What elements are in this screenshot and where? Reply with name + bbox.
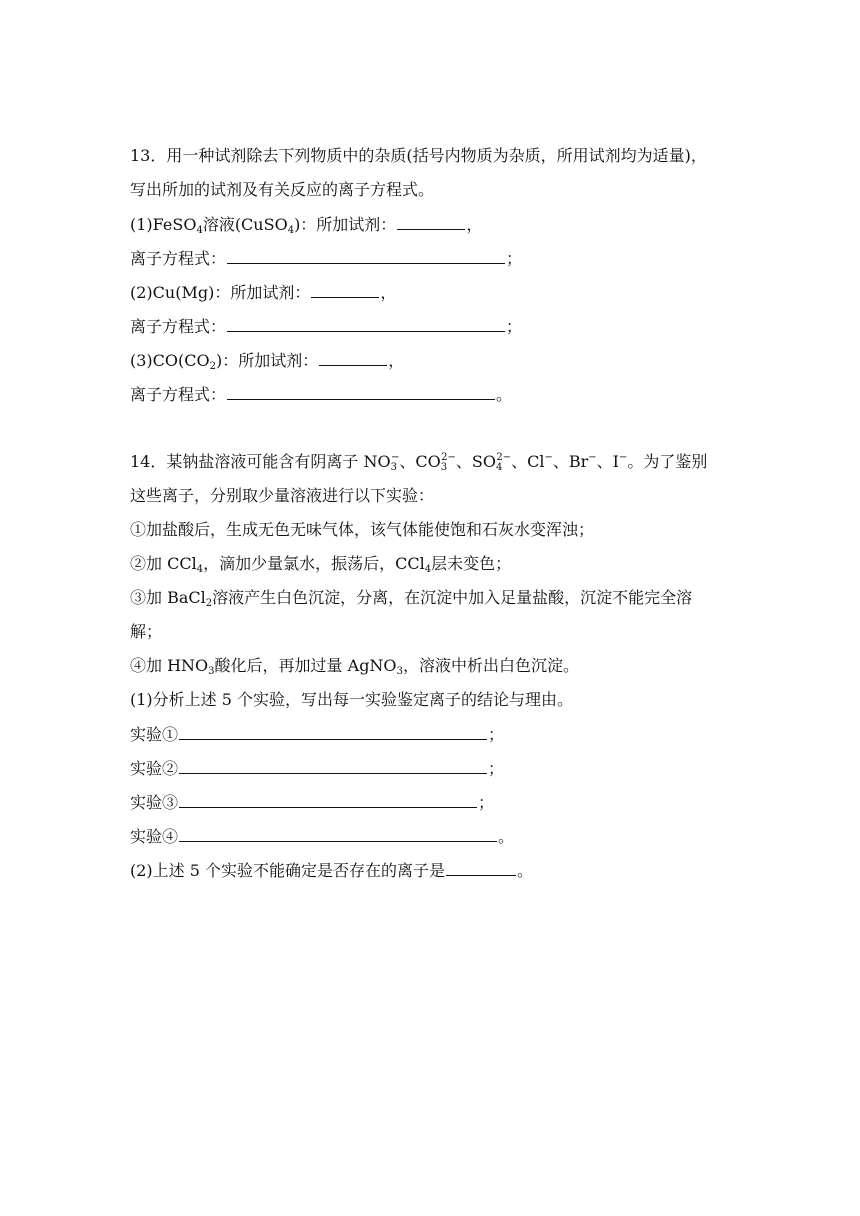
q14-answer-1-blank[interactable] — [179, 723, 487, 740]
q14-experiment-3: ③加 BaCl$_2$溶液产生白色沉淀，分离，在沉淀中加入足量盐酸，沉淀不能完全溶 — [130, 588, 693, 609]
q14-answer-4-blank[interactable] — [179, 825, 497, 842]
q14-answer-3: 实验③ ； — [130, 793, 495, 812]
q13-item3-equation-blank[interactable] — [227, 383, 495, 400]
q13-item3-equation: 离子方程式： 。 — [130, 385, 513, 404]
q13-item3-reagent-blank[interactable] — [319, 349, 387, 366]
q13-item1-equation-blank[interactable] — [227, 247, 505, 264]
q14-answer-1: 实验① ； — [130, 725, 505, 744]
q14-answer-2: 实验② ； — [130, 759, 505, 778]
q14-experiment-4: ④加 $HNO_3$酸化后，再加过量 AgNO$_3$，溶液中析出白色沉淀。 — [130, 656, 579, 677]
q14-experiment-3-cont: 解； — [130, 622, 163, 641]
q14-answer-2-blank[interactable] — [179, 757, 487, 774]
q14-stem-line2: 这些离子，分别取少量溶液进行以下实验： — [130, 486, 435, 505]
q13-item1-reagent-blank[interactable] — [397, 213, 465, 230]
q14-part2: (2)上述 5 个实验不能确定是否存在的离子是 。 — [130, 861, 534, 880]
q14-stem-line1: 14．某钠盐溶液可能含有阴离子 $NO_3^-$、$CO_3^{2-}$、$SO_4^{2-}$、Cl−、Br−、I−。为了鉴别 — [130, 452, 708, 473]
q14-experiment-2: ②加 CCl$_4$，滴加少量氯水，振荡后，CCl$_4$层未变色； — [130, 554, 512, 575]
q13-item1: (1)FeSO$_4$溶液(CuSO$_4$)：所加试剂： ， — [130, 215, 483, 236]
q13-stem-line2: 写出所加的试剂及有关反应的离子方程式。 — [130, 180, 435, 199]
q13-item2-equation-blank[interactable] — [227, 315, 505, 332]
q13-item2-reagent-blank[interactable] — [311, 281, 379, 298]
q14-answer-4: 实验④ 。 — [130, 827, 515, 846]
q14-answer-3-blank[interactable] — [179, 791, 477, 808]
q13-item2: (2)Cu(Mg)：所加试剂： ， — [130, 283, 397, 302]
q13-stem-line1: 13．用一种试剂除去下列物质中的杂质(括号内物质为杂质，所用试剂均为适量)， — [130, 146, 707, 165]
q13-item2-equation: 离子方程式： ； — [130, 317, 523, 336]
q13-item1-equation: 离子方程式： ； — [130, 249, 523, 268]
q14-part1: (1)分析上述 5 个实验，写出每一实验鉴定离子的结论与理由。 — [130, 690, 574, 709]
q14-experiment-1: ①加盐酸后，生成无色无味气体，该气体能使饱和石灰水变浑浊； — [130, 520, 595, 539]
q13-item3: $(3)CO(CO_2)$：所加试剂： ， — [130, 351, 405, 372]
q14-part2-blank[interactable] — [446, 859, 516, 876]
